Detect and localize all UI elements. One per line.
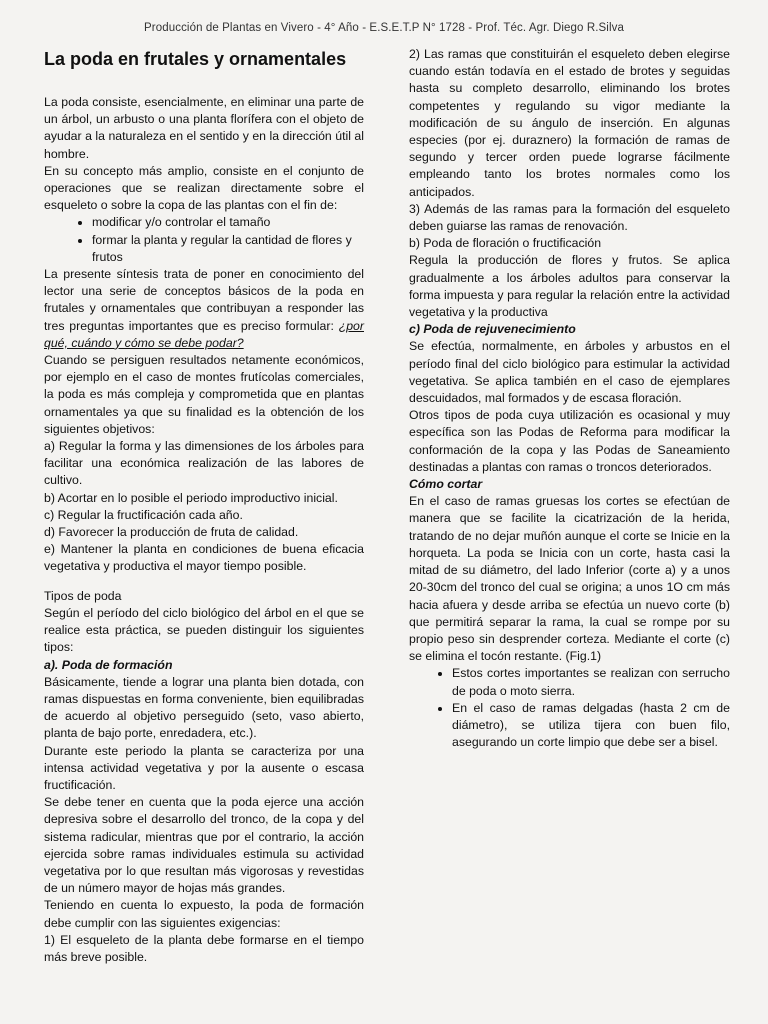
- como-cortar-paragraph: En el caso de ramas gruesas los cortes se efectúan de manera que se facilite la cicatrización de la herida, tratando de no dejar muñón aunque el corte se Inicie en la horqueta. La poda se Inicia con un corte, hasta casi la mitad de su diámetro, del lado Inferior (corte a) y a unos 20-30cm del tronco del cual se origina; a unos 1O cm más hacia afuera y desde arriba se efectúa un nuevo corte (b) que permitirá separar la rama, la cual se rompe por su propio peso sin desprender corteza. Mediante el corte (c) se elimina el tocón restante. (Fig.1): [409, 494, 730, 664]
- tipos-heading: Tipos de poda: [44, 588, 122, 603]
- rejuvenecimiento-paragraph: Se efectúa, normalmente, en árboles y arbustos en el período final del ciclo biológico para estimular la actividad vegetativa. Se aplica también en el caso de ejemplares descuidados, mal formados y de escasa floración.: [409, 339, 730, 406]
- left-column: [44, 44, 364, 966]
- purpose-list: [44, 214, 364, 266]
- requirement-2: 2) Las ramas que constituirán el esqueleto deben elegirse cuando están todavía en el estado de brotes y seguidas hasta su completo desarrollo, eliminando los brotes competentes y regulando su vigor mediante la modificación de su ángulo de inserción. En algunas especies (por ej. duraznero) la formación de ramas de segundo y tercer orden puede lograrse fácilmente empleando tanto los brotes normales como los anticipados.: [409, 47, 730, 199]
- formacion-paragraph-3: Se debe tener en cuenta que la poda ejerce una acción depresiva sobre el desarrollo del tronco, de la copa y del sistema radicular, mientras que por el contrario, la acción ejercida sobre ramas individuales estimula su actividad vegetativa por lo que resultan más vigorosas y revestidas de un número mayor de hojas más grandes.: [44, 795, 364, 896]
- tipos-intro: Según el período del ciclo biológico del árbol en el que se realice esta práctica, se pueden distinguir los siguientes tipos:: [44, 605, 364, 655]
- formacion-paragraph-4: Teniendo en cuenta lo expuesto, la poda de formación debe cumplir con las siguientes exigencias:: [44, 898, 364, 930]
- intro-paragraph: La poda consiste, esencialmente, en eliminar una parte de un árbol, un arbusto o una planta florífera con el objeto de ayudar a la naturaleza en el sentido y en la dirección útil al hombre.: [44, 95, 364, 161]
- objective-c: c) Regular la fructificación cada año.: [44, 507, 243, 522]
- synthesis-paragraph: [44, 266, 364, 352]
- otros-paragraph: Otros tipos de poda cuya utilización es ocasional y muy específica son las Podas de Reforma para modificar la conformación de la copa y las Podas de Saneamiento destinadas a plantas con ramas o troncos deteriorados.: [409, 408, 730, 474]
- objective-b: b) Acortar en lo posible el periodo improductivo inicial.: [44, 490, 338, 505]
- formacion-paragraph-1: Básicamente, tiende a lograr una planta bien dotada, con ramas dispuestas en forma conveniente, bien equilibradas de acuerdo al objetivo perseguido (seto, vaso abierto, planta de bajo porte, enredadera, etc.).: [44, 674, 364, 741]
- list-item: • modificar y/o controlar el tamaño: [92, 214, 364, 231]
- formacion-paragraph-2: Durante este periodo la planta se caracteriza por una intensa actividad vegetativa y por la ausente o escasa fructificación.: [44, 743, 364, 792]
- list-item: • En el caso de ramas delgadas (hasta 2 cm de diámetro), se utiliza tijera con buen filo, asegurando un corte limpio que debe ser a bisel.: [452, 700, 730, 752]
- cut-tools-list: [409, 665, 730, 751]
- list-item: • Estos cortes importantes se realizan con serrucho de poda o moto sierra.: [452, 665, 730, 699]
- key-question: ¿por qué, cuándo y cómo se debe podar?: [44, 318, 364, 350]
- page-header: Producción de Plantas en Vivero - 4° Año - E.S.E.T.P N° 1728 - Prof. Téc. Agr. Diego R.Silva: [144, 22, 624, 34]
- floracion-paragraph: Regula la producción de flores y frutos. Se aplica gradualmente a los árboles adultos para conservar la forma impuesta y para regular la relación entre la actividad vegetativa y la productiva: [409, 253, 730, 320]
- document-title: La poda en frutales y ornamentales: [44, 49, 347, 69]
- list-item: • formar la planta y regular la cantidad de flores y frutos: [92, 232, 364, 266]
- requirement-3: 3) Además de las ramas para la formación del esqueleto deben guiarse las ramas de renovación.: [409, 201, 730, 234]
- concept-paragraph: En su concepto más amplio, consiste en el conjunto de operaciones que se realizan directamente sobre el esqueleto o sobre la copa de las plantas con el fin de:: [44, 163, 364, 213]
- objective-a: a) Regular la forma y las dimensiones de los árboles para facilitar una económica realización de las labores de cultivo.: [44, 439, 364, 488]
- formacion-paragraph-5: 1) El esqueleto de la planta debe formarse en el tiempo más breve posible.: [44, 932, 364, 964]
- objective-d: d) Favorecer la producción de fruta de calidad.: [44, 525, 299, 540]
- objective-e: e) Mantener la planta en condiciones de buena eficacia vegetativa y productiva el mayor tiempo posible.: [44, 542, 364, 574]
- right-column: [409, 46, 730, 751]
- formacion-heading: a). Poda de formación: [44, 657, 173, 672]
- economic-paragraph: Cuando se persiguen resultados netamente económicos, por ejemplo en el caso de montes frutícolas comerciales, la poda es más compleja y comprometida que en plantas ornamentales ya que su finalidad es la obtención de los siguientes objetivos:: [44, 353, 364, 436]
- rejuvenecimiento-heading: c) Poda de rejuvenecimiento: [409, 322, 576, 337]
- synthesis-text: La presente síntesis trata de poner en conocimiento del lector una serie de conceptos básicos de la poda en frutales y ornamentales que contribuyan a responder las tres preguntas importantes que es preciso formular:: [44, 267, 364, 333]
- floracion-heading: b) Poda de floración o fructificación: [409, 236, 602, 251]
- como-cortar-heading: Cómo cortar: [409, 477, 483, 492]
